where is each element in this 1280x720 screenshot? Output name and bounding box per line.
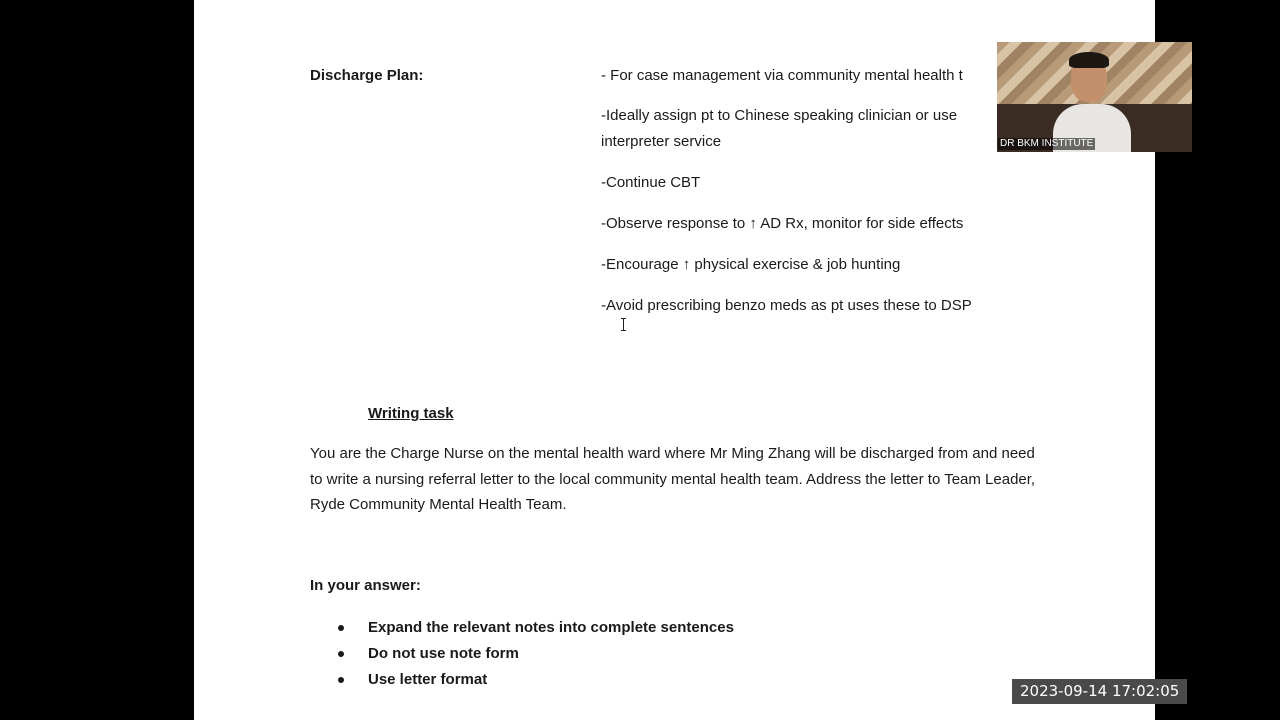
discharge-plan-item: -Ideally assign pt to Chinese speaking clinician or use interpreter service bbox=[601, 107, 958, 150]
list-item bbox=[334, 641, 734, 667]
bullet-icon bbox=[338, 677, 344, 683]
discharge-plan-item: -Avoid prescribing benzo meds as pt uses these to DSP bbox=[601, 297, 972, 314]
answer-points-list bbox=[334, 615, 734, 693]
writing-task-body: You are the Charge Nurse on the mental health ward where Mr Ming Zhang will be discharged from and need to write a nursing referral letter to the local community mental health team. Address the letter to Team Leader, Ryde Community Mental Health Team. bbox=[310, 445, 1036, 513]
answer-point-text: Use letter format bbox=[368, 671, 488, 688]
presenter-hair bbox=[1069, 52, 1109, 68]
webcam-participant-name: DR BKM INSTITUTE bbox=[1000, 138, 1094, 149]
answer-point-text: Do not use note form bbox=[368, 645, 519, 662]
bullet-icon bbox=[338, 625, 344, 631]
discharge-plan-item: - For case management via community mental health t bbox=[601, 67, 963, 84]
discharge-plan-item: -Observe response to ↑ AD Rx, monitor for side effects bbox=[601, 215, 964, 232]
discharge-plan-item: -Continue CBT bbox=[601, 174, 701, 191]
list-item bbox=[334, 667, 734, 693]
list-item bbox=[334, 615, 734, 641]
recording-timestamp: 2023-09-14 17:02:05 bbox=[1012, 679, 1187, 704]
discharge-plan-item: -Encourage ↑ physical exercise & job hunting bbox=[601, 256, 901, 273]
answer-point-text: Expand the relevant notes into complete sentences bbox=[368, 619, 734, 636]
discharge-plan-label: Discharge Plan: bbox=[310, 67, 424, 84]
bullet-icon bbox=[338, 651, 344, 657]
text-cursor-icon bbox=[621, 318, 627, 331]
writing-task-heading: Writing task bbox=[368, 405, 454, 422]
webcam-video-tile[interactable] bbox=[997, 42, 1192, 152]
answer-heading: In your answer: bbox=[310, 577, 421, 594]
